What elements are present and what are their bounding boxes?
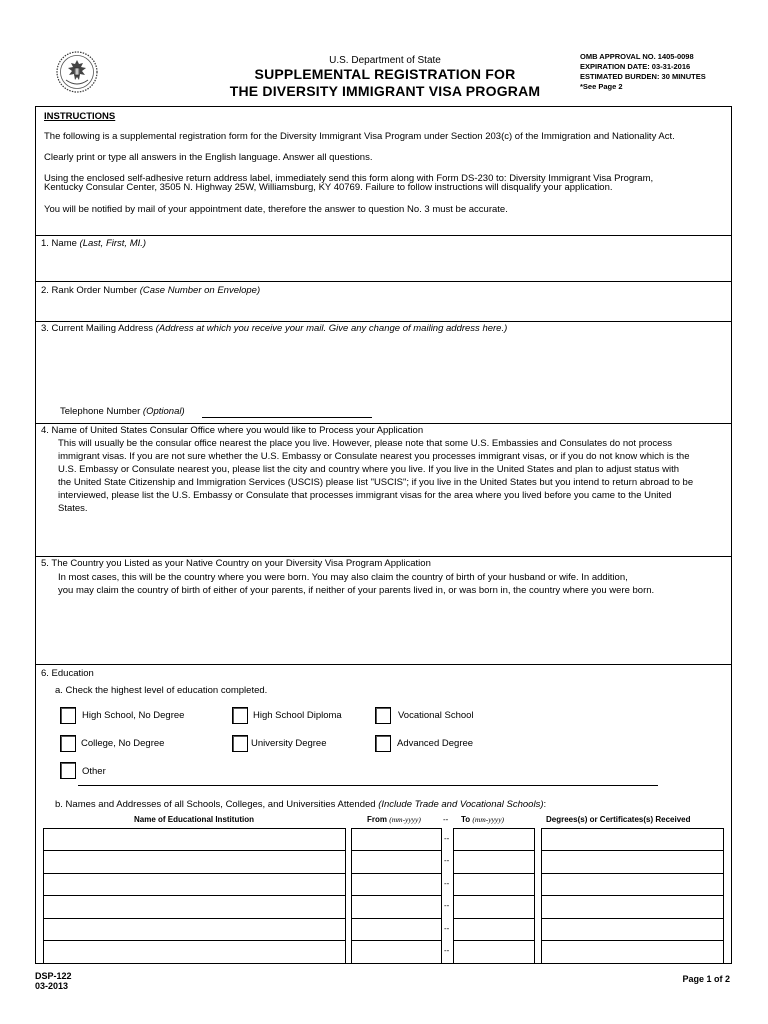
rank-order-number-field[interactable]	[36, 297, 731, 320]
table-row	[541, 940, 724, 941]
telephone-label: Telephone Number	[60, 406, 143, 417]
q5-line-1: In most cases, this will be the country where you were born. You may also claim the country of birth of your husband or wife. In addition,	[58, 572, 628, 583]
name-field[interactable]	[36, 250, 731, 280]
q1-hint: (Last, First, MI.)	[79, 238, 147, 249]
q4-line-2: immigrant visas. If you are not sure whether the U.S. Embassy or Consulate nearest you processes immigrant visas, or if you do not know which is the	[58, 451, 690, 462]
q4-line-5: interviewed, please list the U.S. Embassy or Consulate that processes immigrant visas for the area where you lived before you came to the United	[58, 490, 672, 501]
form-date: 03-2013	[35, 981, 69, 991]
expiration-date: EXPIRATION DATE: 03-31-2016	[580, 62, 691, 71]
table-row	[453, 873, 535, 874]
table-row	[43, 940, 346, 941]
table-row	[541, 850, 724, 851]
checkbox-university-degree[interactable]	[232, 735, 248, 752]
institution-column[interactable]	[43, 828, 346, 964]
instructions-p3-line2: Kentucky Consular Center, 3505 N. Highway 25W, Williamsburg, KY 40769. Failure to follow instructions will disqualify your application.	[44, 182, 613, 193]
table-row	[541, 873, 724, 874]
instructions-p2: Clearly print or type all answers in the English language. Answer all questions.	[44, 152, 373, 163]
instructions-p4: You will be notified by mail of your appointment date, therefore the answer to question No. 3 must be accurate.	[44, 204, 508, 215]
row-dash: --	[444, 901, 450, 910]
divider-q1	[35, 235, 732, 236]
q5-line-2: you may claim the country of birth of either of your parents, if neither of your parents lived in, or was born in, the country where you were born.	[58, 585, 655, 596]
label-vocational-school: Vocational School	[398, 710, 474, 721]
divider-q3	[35, 321, 732, 322]
col-to-label: To	[461, 815, 473, 824]
telephone-label-row	[60, 406, 185, 418]
table-row	[43, 895, 346, 896]
instructions-p3-line1: Using the enclosed self-adhesive return address label, immediately send this form along with Form DS-230 to: Diversity Immigrant Visa Program,	[44, 173, 654, 184]
q4-line-6: States.	[58, 503, 88, 514]
q6b-label: b. Names and Addresses of all Schools, Colleges, and Universities Attended	[55, 799, 379, 810]
table-row	[453, 940, 535, 941]
col-sep: --	[443, 815, 449, 824]
table-row	[43, 850, 346, 851]
from-date-column[interactable]	[351, 828, 442, 964]
native-country-field[interactable]	[36, 600, 731, 663]
table-row	[351, 895, 442, 896]
checkbox-college-no-degree[interactable]	[60, 735, 76, 752]
consular-office-field[interactable]	[36, 518, 731, 555]
telephone-field[interactable]	[202, 417, 372, 418]
degree-column[interactable]	[541, 828, 724, 964]
to-date-column[interactable]	[453, 828, 535, 964]
checkbox-high-school-diploma[interactable]	[232, 707, 248, 724]
form-title-line1: SUPPLEMENTAL REGISTRATION FOR	[254, 66, 516, 82]
see-page-note: *See Page 2	[580, 82, 623, 91]
q4-label: 4. Name of United States Consular Office where you would like to Process your Application	[41, 425, 424, 436]
row-dash: --	[444, 879, 450, 888]
label-high-school-diploma: High School Diploma	[253, 710, 342, 721]
q6b-colon: :	[543, 799, 547, 810]
col-to-header	[461, 815, 504, 824]
form-number: DSP-122	[35, 971, 72, 981]
form-title-line2: THE DIVERSITY IMMIGRANT VISA PROGRAM	[229, 83, 541, 99]
label-university-degree: University Degree	[251, 738, 327, 749]
divider-q2	[35, 281, 732, 282]
q6-label: 6. Education	[41, 668, 94, 679]
col-degree-header: Degrees(s) or Certificates(s) Received	[546, 815, 691, 824]
table-row	[351, 940, 442, 941]
table-row	[43, 873, 346, 874]
label-high-school-no-degree: High School, No Degree	[82, 710, 185, 721]
page-number: Page 1 of 2	[682, 974, 730, 984]
checkbox-other[interactable]	[60, 762, 76, 779]
row-dash: --	[444, 946, 450, 955]
q1-label-row	[41, 238, 146, 250]
great-seal-icon	[56, 50, 98, 94]
checkbox-high-school-no-degree[interactable]	[60, 707, 76, 724]
instructions-heading: INSTRUCTIONS	[44, 111, 116, 122]
department-name: U.S. Department of State	[329, 55, 441, 66]
q6b-label-row	[55, 799, 546, 811]
table-row	[541, 918, 724, 919]
checkbox-vocational-school[interactable]	[375, 707, 391, 724]
row-dash: --	[444, 924, 450, 933]
q3-label-row	[41, 323, 507, 335]
omb-approval: OMB APPROVAL NO. 1405-0098	[580, 52, 694, 61]
telephone-hint: (Optional)	[142, 406, 185, 417]
estimated-burden: ESTIMATED BURDEN: 30 MINUTES	[580, 72, 706, 81]
table-row	[43, 918, 346, 919]
divider-q6	[35, 664, 732, 665]
table-row	[453, 918, 535, 919]
q4-line-3: U.S. Embassy or Consulate nearest you, please list the city and country where you live. If you live in the United States and plan to adjust status with	[58, 464, 679, 475]
q4-line-4: the United State Citizenship and Immigration Services (USCIS) please list "USCIS"; if you live in the United States but you intend to return abroad to be	[58, 477, 694, 488]
col-from-hint: (mm-yyyy)	[389, 815, 421, 824]
q2-label: 2. Rank Order Number	[41, 285, 140, 296]
row-dash: --	[444, 856, 450, 865]
col-from-label: From	[367, 815, 390, 824]
instructions-p1: The following is a supplemental registration form for the Diversity Immigrant Visa Program under Section 203(c) of the Immigration and Nationality Act.	[44, 131, 675, 142]
label-college-no-degree: College, No Degree	[81, 738, 165, 749]
col-institution-header: Name of Educational Institution	[133, 815, 254, 824]
q4-line-1: This will usually be the consular office nearest the place you live. However, please note that some U.S. Embassies and Consulates do not process	[58, 438, 672, 449]
table-row	[541, 895, 724, 896]
q2-label-row	[41, 285, 260, 297]
table-row	[453, 850, 535, 851]
other-specify-field[interactable]	[78, 785, 658, 786]
divider-q5	[35, 556, 732, 557]
col-to-hint: (mm-yyyy)	[472, 815, 505, 824]
table-row	[453, 895, 535, 896]
q3-label: 3. Current Mailing Address	[41, 323, 156, 334]
q6b-hint: (Include Trade and Vocational Schools)	[378, 799, 544, 810]
checkbox-advanced-degree[interactable]	[375, 735, 391, 752]
label-advanced-degree: Advanced Degree	[397, 738, 474, 749]
label-other: Other	[82, 766, 106, 777]
q1-label: 1. Name	[41, 238, 80, 249]
q2-hint: (Case Number on Envelope)	[139, 285, 261, 296]
table-row	[351, 873, 442, 874]
q5-label: 5. The Country you Listed as your Native Country on your Diversity Visa Program Application	[41, 558, 431, 569]
q6a-label: a. Check the highest level of education completed.	[55, 685, 268, 696]
col-from-header	[367, 815, 421, 824]
divider-q4	[35, 423, 732, 424]
q3-hint: (Address at which you receive your mail. Give any change of mailing address here.)	[155, 323, 508, 334]
mailing-address-field[interactable]	[36, 336, 731, 400]
table-row	[351, 918, 442, 919]
table-row	[351, 850, 442, 851]
row-dash: --	[444, 834, 450, 843]
